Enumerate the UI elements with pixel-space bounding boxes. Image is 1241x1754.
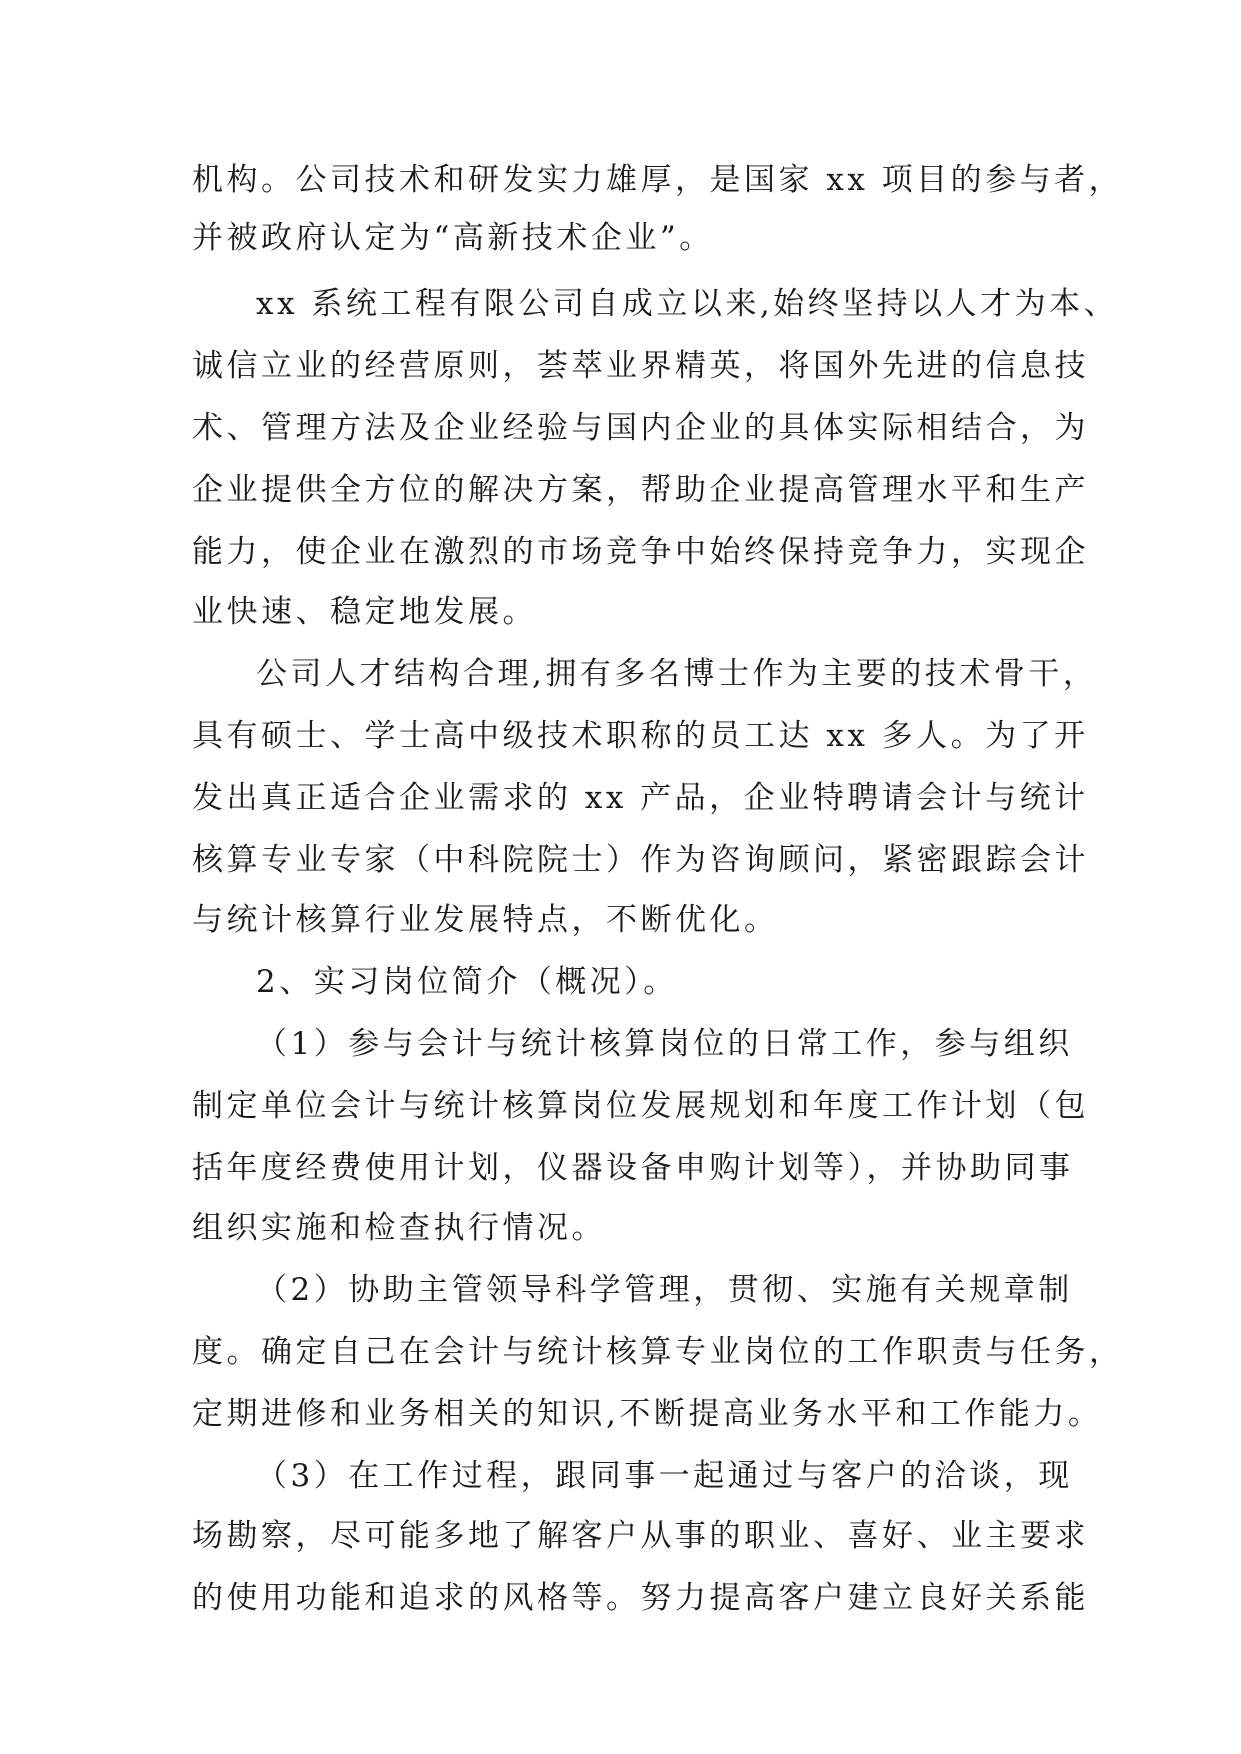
text-line: 制定单位会计与统计核算岗位发展规划和年度工作计划（包: [192, 1088, 1089, 1124]
text-line: 术、管理方法及企业经验与国内企业的具体实际相结合，为: [192, 410, 1089, 446]
text-line: 并被政府认定为“高新技术企业”。: [192, 220, 714, 256]
text-line: 企业提供全方位的解决方案，帮助企业提高管理水平和生产: [192, 472, 1089, 508]
text-line: 定期进修和业务相关的知识,不断提高业务水平和工作能力。: [192, 1396, 1103, 1432]
text-line: 与统计核算行业发展特点，不断优化。: [192, 902, 779, 938]
text-line: 的使用功能和追求的风格等。努力提高客户建立良好关系能: [192, 1580, 1089, 1616]
text-line: 能力，使企业在激烈的市场竞争中始终保持竞争力，实现企: [192, 534, 1089, 570]
text-line: 括年度经费使用计划，仪器设备申购计划等），并协助同事: [192, 1150, 1074, 1186]
paragraph-first-line: 公司人才结构合理,拥有多名博士作为主要的技术骨干，: [256, 656, 1098, 692]
text-line: 发出真正适合企业需求的 xx 产品，企业特聘请会计与统计: [192, 780, 1089, 816]
text-line: 核算专业专家（中科院院士）作为咨询顾问，紧密跟踪会计: [192, 842, 1089, 878]
text-line: 诚信立业的经营原则，荟萃业界精英，将国外先进的信息技: [192, 348, 1089, 384]
paragraph-first-line: xx 系统工程有限公司自成立以来,始终坚持以人才为本、: [256, 286, 1119, 322]
text-line: 业快速、稳定地发展。: [192, 594, 537, 630]
text-line: 机构。公司技术和研发实力雄厚，是国家 xx 项目的参与者，: [192, 162, 1124, 198]
paragraph-first-line: （1）参与会计与统计核算岗位的日常工作，参与组织: [256, 1026, 1073, 1062]
paragraph-first-line: （2）协助主管领导科学管理，贯彻、实施有关规章制: [256, 1272, 1073, 1308]
paragraph-first-line: （3）在工作过程，跟同事一起通过与客户的洽谈，现: [256, 1458, 1073, 1494]
text-line: 度。确定自己在会计与统计核算专业岗位的工作职责与任务，: [192, 1334, 1124, 1370]
text-line: 场勘察，尽可能多地了解客户从事的职业、喜好、业主要求: [192, 1518, 1089, 1554]
section-heading: 2、实习岗位简介（概况）。: [256, 964, 678, 1000]
text-line: 具有硕士、学士高中级技术职称的员工达 xx 多人。为了开: [192, 718, 1089, 754]
text-line: 组织实施和检查执行情况。: [192, 1210, 606, 1246]
